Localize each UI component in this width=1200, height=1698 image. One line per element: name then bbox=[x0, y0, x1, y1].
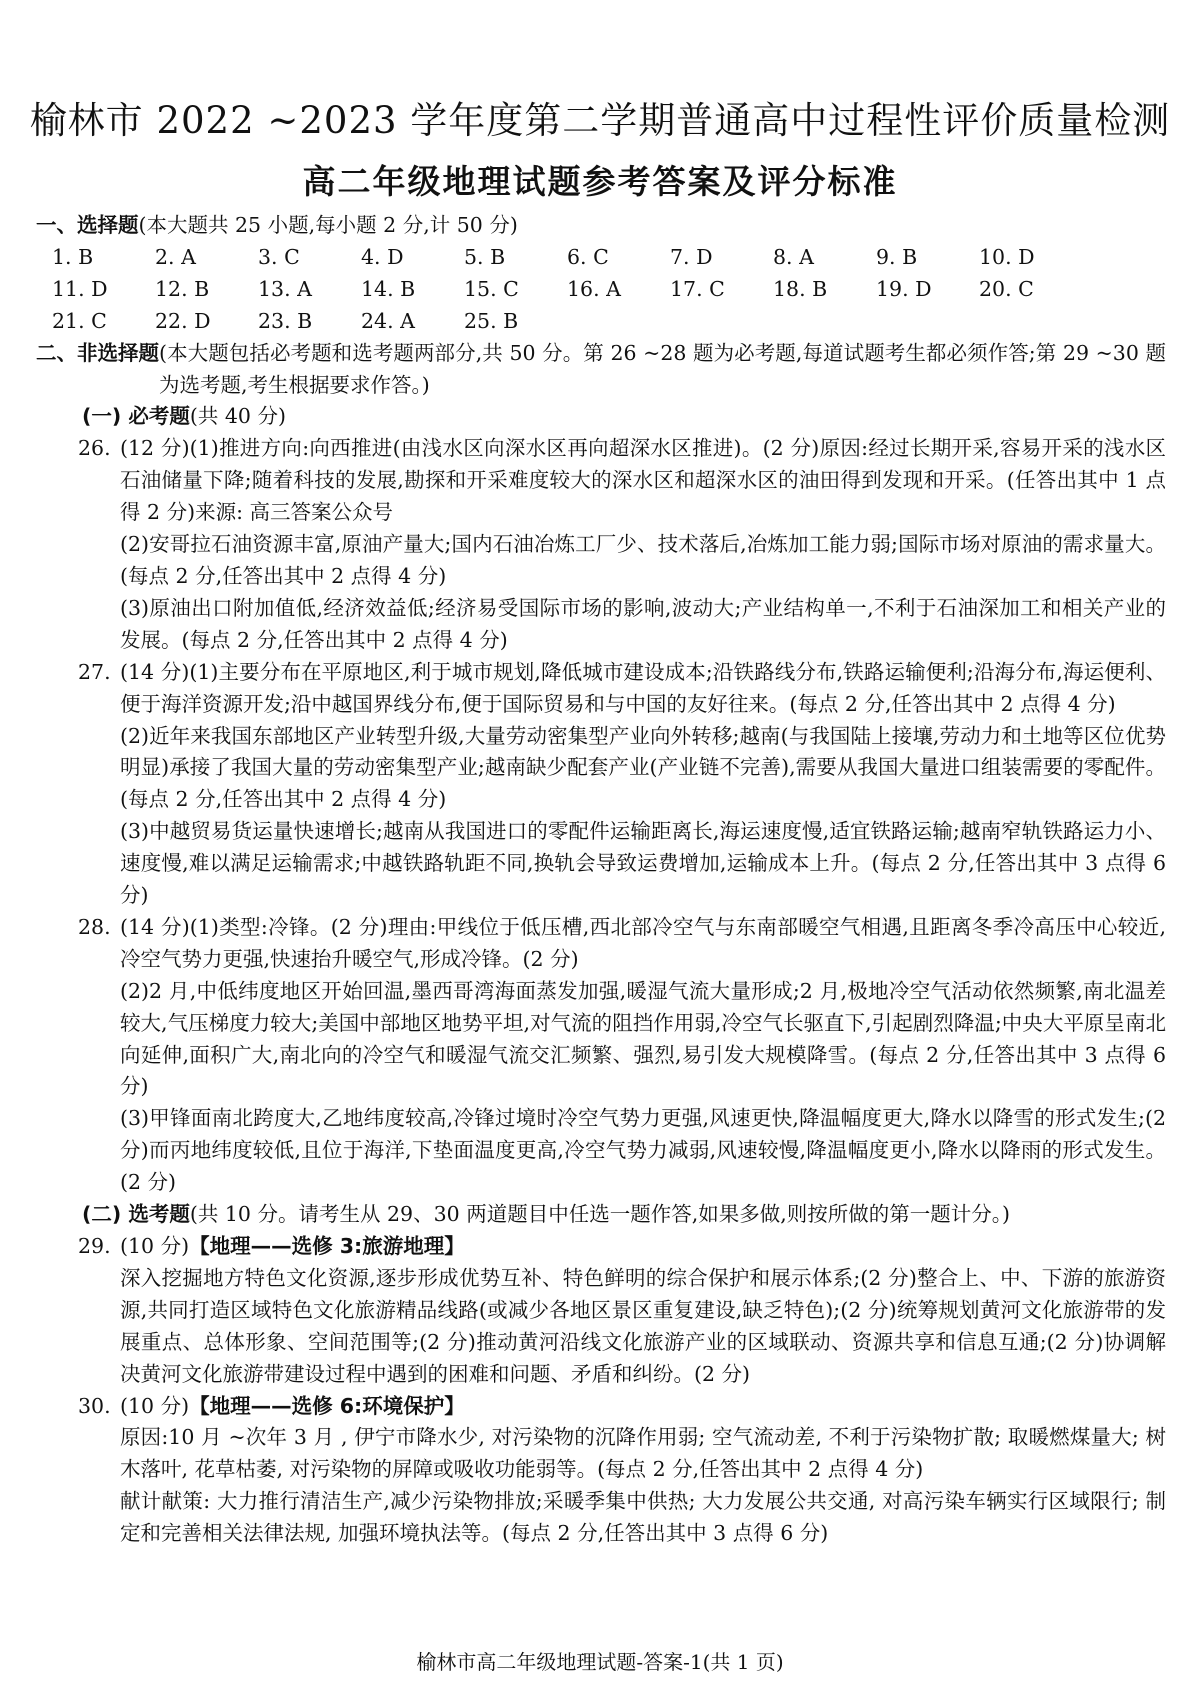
part-label: (一) 必考题 bbox=[82, 404, 190, 429]
answer-paragraph: (3)甲锋面南北跨度大,乙地纬度较高,冷锋过境时冷空气势力更强,风速更快,降温幅度更大,降水以降雪的形式发生;(2 分)而丙地纬度较低,且位于海洋,下垫面温度更高,冷空气势力减弱,风速较慢,降温幅度更小,降水以降雨的形式发生。(2 分) bbox=[120, 1106, 1166, 1195]
answer-paragraph: (2)近年来我国东部地区产业转型升级,大量劳动密集型产业向外转移;越南(与我国陆上接壤,劳动力和土地等区位优势明显)承接了我国大量的劳动密集型产业;越南缺少配套产业(产业链不完善),需要从我国大量进口组装需要的零配件。(每点 2 分,任答出其中 2 点得 4 分) bbox=[120, 723, 1166, 812]
answer-paragraph: (2)2 月,中低纬度地区开始回温,墨西哥湾海面蒸发加强,暖湿气流大量形成;2 月,极地冷空气活动依然频繁,南北温差较大,气压梯度力较大;美国中部地区地势平坦,对气流的阻挡作用弱,冷空气长驱直下,引起剧烈降温;中央大平原呈南北向延伸,面积广大,南北向的冷空气和暖湿气流交汇频繁、强烈,易引发大规模降雪。(每点 2 分,任答出其中 3 点得 6 分) bbox=[120, 978, 1166, 1099]
question-number: 26. bbox=[78, 436, 111, 461]
section-label: 二、非选择题 bbox=[36, 340, 159, 365]
choice-answer: 7. D bbox=[670, 244, 713, 269]
section-multiple-choice-heading bbox=[36, 210, 1166, 242]
document-title: 榆林市 2022 ~2023 学年度第二学期普通高中过程性评价质量检测 bbox=[29, 99, 1171, 142]
choice-answer: 20. C bbox=[979, 276, 1034, 301]
part-label: (二) 选考题 bbox=[82, 1202, 190, 1227]
choice-answer: 3. C bbox=[258, 244, 300, 269]
choice-answer: 22. D bbox=[155, 308, 211, 333]
question-points: (10 分) bbox=[120, 1393, 190, 1418]
choice-answer: 24. A bbox=[361, 308, 415, 333]
answer-paragraph: (12 分)(1)推进方向:向西推进(由浅水区向深水区再向超深水区推进)。(2 分)原因:经过长期开采,容易开采的浅水区石油储量下降;随着科技的发展,勘探和开采难度较大的深水区和超深水区的油田得到发现和开采。(任答出其中 1 点得 2 分)来源: 高三答案公众号 bbox=[120, 436, 1166, 525]
choice-answer: 9. B bbox=[876, 244, 918, 269]
choice-answer: 19. D bbox=[876, 276, 932, 301]
question-number: 30. bbox=[78, 1393, 111, 1418]
section-label: 一、选择题 bbox=[36, 213, 139, 237]
choice-answer: 8. A bbox=[773, 244, 814, 269]
choice-answer: 6. C bbox=[567, 244, 609, 269]
choice-answer: 5. B bbox=[464, 244, 506, 269]
section-description: (本大题包括必考题和选考题两部分,共 50 分。第 26 ~28 题为必考题,每道试题考生都必须作答;第 29 ~30 题为选考题,考生根据要求作答。) bbox=[159, 340, 1166, 397]
choice-answer: 1. B bbox=[52, 244, 94, 269]
part-required-heading bbox=[36, 401, 1166, 433]
choice-answer: 23. B bbox=[258, 308, 313, 333]
choice-answer: 18. B bbox=[773, 276, 828, 301]
choice-answer: 13. A bbox=[258, 276, 312, 301]
answer-paragraph: (14 分)(1)类型:冷锋。(2 分)理由:甲线位于低压槽,西北部冷空气与东南部暖空气相遇,且距离冬季冷高压中心较近,冷空气势力更强,快速抬升暖空气,形成冷锋。(2 分) bbox=[120, 914, 1166, 971]
part-elective-heading bbox=[36, 1199, 1166, 1231]
choice-answer: 25. B bbox=[464, 308, 519, 333]
part-description: (共 40 分) bbox=[189, 404, 286, 429]
answer-paragraph: 献计献策: 大力推行清洁生产,减少污染物排放;采暖季集中供热; 大力发展公共交通, 对高污染车辆实行区域限行; 制定和完善相关法律法规, 加强环境执法等。(每点 2 分,任答出其中 3 点得 6 分) bbox=[120, 1489, 1166, 1546]
section-non-choice-heading bbox=[36, 338, 1166, 402]
answer-paragraph: (2)安哥拉石油资源丰富,原油产量大;国内石油冶炼工厂少、技术落后,冶炼加工能力弱;国际市场对原油的需求量大。(每点 2 分,任答出其中 2 点得 4 分) bbox=[120, 532, 1166, 588]
choice-answer: 11. D bbox=[52, 276, 108, 301]
elective-module-title: 【地理——选修 6:环境保护】 bbox=[189, 1393, 465, 1418]
choice-answer: 21. C bbox=[52, 308, 107, 333]
question-number: 29. bbox=[78, 1234, 111, 1258]
question-number: 27. bbox=[78, 659, 111, 684]
page-footer: 榆林市高二年级地理试题-答案-1(共 1 页) bbox=[416, 1650, 784, 1674]
choice-answer: 12. B bbox=[155, 276, 210, 301]
question-points: (10 分) bbox=[120, 1234, 190, 1258]
document-subtitle: 高二年级地理试题参考答案及评分标准 bbox=[302, 162, 898, 201]
part-description: (共 10 分。请考生从 29、30 两道题目中任选一题作答,如果多做,则按所做的第一题计分。) bbox=[189, 1202, 1010, 1227]
answer-paragraph: (14 分)(1)主要分布在平原地区,利于城市规划,降低城市建设成本;沿铁路线分布,铁路运输便利;沿海分布,海运便利、便于海洋资源开发;沿中越国界线分布,便于国际贸易和与中国的友好往来。(每点 2 分,任答出其中 2 点得 4 分) bbox=[120, 659, 1166, 716]
question-29 bbox=[36, 1231, 1166, 1391]
choice-answer: 16. A bbox=[567, 276, 621, 301]
question-28 bbox=[36, 912, 1166, 1199]
choice-answer: 14. B bbox=[361, 276, 416, 301]
question-number: 28. bbox=[78, 914, 111, 939]
question-27 bbox=[36, 657, 1166, 912]
choice-answer: 2. A bbox=[155, 244, 196, 269]
answer-paragraph: (3)中越贸易货运量快速增长;越南从我国进口的零配件运输距离长,海运速度慢,适宜铁路运输;越南窄轨铁路运力小、速度慢,难以满足运输需求;中越铁路轨距不同,换轨会导致运费增加,运输成本上升。(每点 2 分,任答出其中 3 点得 6 分) bbox=[120, 819, 1166, 908]
choice-answer: 17. C bbox=[670, 276, 725, 301]
answer-content bbox=[36, 210, 1166, 1550]
choice-answer-row bbox=[52, 274, 1166, 306]
choice-answer: 10. D bbox=[979, 244, 1035, 269]
choice-answer: 15. C bbox=[464, 276, 519, 301]
answer-paragraph: (3)原油出口附加值低,经济效益低;经济易受国际市场的影响,波动大;产业结构单一,不利于石油深加工和相关产业的发展。(每点 2 分,任答出其中 2 点得 4 分) bbox=[120, 595, 1166, 652]
answer-paragraph: 深入挖掘地方特色文化资源,逐步形成优势互补、特色鲜明的综合保护和展示体系;(2 分)整合上、中、下游的旅游资源,共同打造区域特色文化旅游精品线路(或减少各地区景区重复建设,缺乏特色);(2 分)统筹规划黄河文化旅游带的发展重点、总体形象、空间范围等;(2 分)推动黄河沿线文化旅游产业的区域联动、资源共享和信息互通;(2 分)协调解决黄河文化旅游带建设过程中遇到的困难和问题、矛盾和纠纷。(2 分) bbox=[120, 1265, 1166, 1386]
choice-answer-row bbox=[52, 306, 1166, 338]
elective-module-title: 【地理——选修 3:旅游地理】 bbox=[189, 1234, 465, 1258]
question-30 bbox=[36, 1391, 1166, 1551]
choice-answer: 4. D bbox=[361, 244, 404, 269]
choice-answer-row bbox=[52, 242, 1166, 274]
section-description: (本大题共 25 小题,每小题 2 分,计 50 分) bbox=[138, 213, 518, 237]
question-26 bbox=[36, 433, 1166, 656]
answer-paragraph: 原因:10 月 ~次年 3 月 , 伊宁市降水少, 对污染物的沉降作用弱; 空气流动差, 不利于污染物扩散; 取暖燃煤量大; 树木落叶, 花草枯萎, 对污染物的屏障或吸收功能弱等。(每点 2 分,任答出其中 2 点得 4 分) bbox=[120, 1425, 1166, 1482]
